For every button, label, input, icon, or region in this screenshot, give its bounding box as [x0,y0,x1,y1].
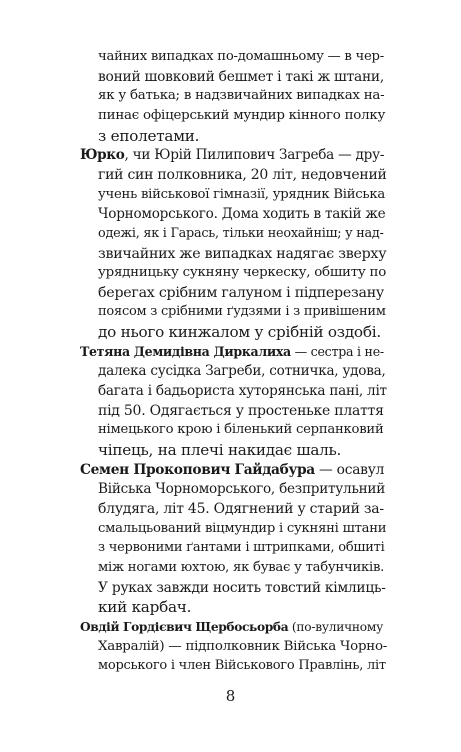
character-entry-heading: Семен Прокопович Гайдабура — осавул [80,461,385,478]
text-line: під 50. Одягається у простеньке плаття [98,402,384,419]
text-line: У руках завжди носить товстий кімлиць- [98,579,386,596]
character-name: Тетяна Демидівна Диркалиха [80,343,291,359]
text-line: чіпець, на плечі накидає шаль. [98,441,342,459]
text-line: багата і бадьориста хуторянська пані, літ [98,383,387,399]
text-line: поясом з срібними ґудзями і з привішеним [98,304,386,320]
text-line: звичайних же випадках надягає зверху [98,245,387,262]
text-line: морського і член Військового Правлінь, літ [98,658,386,674]
character-name: Семен Прокопович Гайдабура [80,461,315,478]
text-line: з червоними ґантами і штрипками, обшиті [98,540,385,556]
text-line: гий син полковника, 20 літ, недовчений [98,166,387,183]
character-entry-heading: Овдій Гордієвич Щербосьорба (по-вуличному [80,619,384,634]
text-line: смальцьований віцмундир і сукняні штани [98,520,387,536]
text-line: берегах срібним галуном і підперезану [98,284,385,301]
character-entry-heading: Юрко, чи Юрій Пилипович Загреба — дру- [80,147,385,164]
text-line: пинає офіцерський мундир кінного полку [98,107,386,123]
text-line: між ногами юхтою, як буває у табунчиків. [98,559,385,575]
text-line: Війська Чорноморського, безпритульний [98,481,386,498]
text-line: кий карбач. [98,598,192,617]
text-line: як у батька; в надзвичайних випадках на- [98,88,385,104]
text-line: одежі, як і Гарась, тільки неохайніш; у над- [98,225,384,241]
text-line: німецького крою і біленький серпанковий [98,422,384,438]
text-line: учень військової гімназії, урядник Війська [98,186,385,202]
page-number: 8 [225,687,236,705]
text-line: далека сусідка Загреби, сотничка, удова, [98,363,386,380]
text-line: Чорноморського. Дома ходить в такій же [98,206,386,223]
character-name: Овдій Гордієвич Щербосьорба [80,619,289,634]
text-line: урядницьку сукняну черкеску, обшиту по [98,265,387,281]
text-line: чайних випадках по-домашньому — в чер- [98,49,384,64]
text-line: до нього кинжалом у срібній оздобі. [98,323,381,342]
text-line: Хавралій) — підполковник Війська Чорно- [98,638,388,654]
text-line: воний шовковий бешмет і такі ж штани, [98,68,385,85]
character-entry-heading: Тетяна Демидівна Диркалиха — сестра і не- [80,343,384,359]
text-line: блудяга, літ 45. Одягнений у старий за- [98,500,384,517]
character-name: Юрко [80,147,125,164]
text-line: з еполетами. [98,126,200,145]
